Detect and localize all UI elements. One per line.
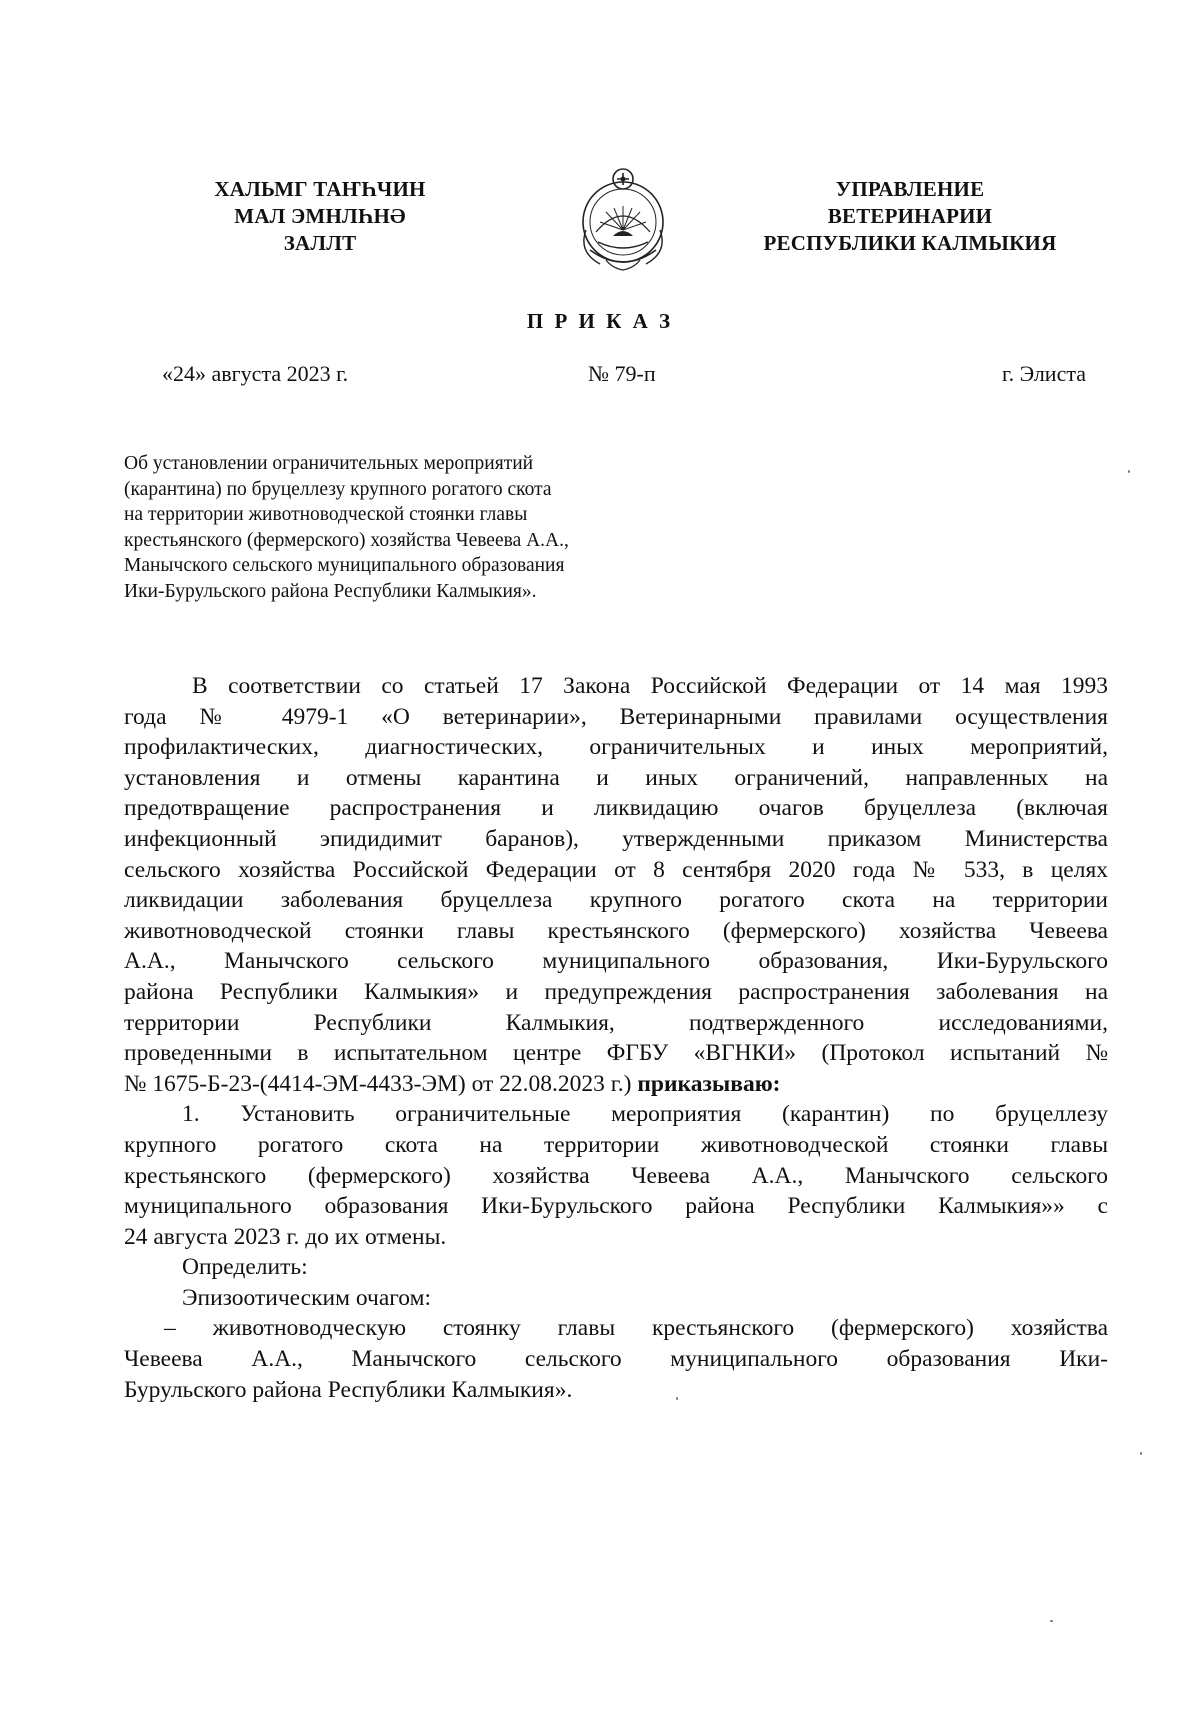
preamble-line: ликвидации заболевания бруцеллеза крупного рогатого скота на территории (124, 887, 1108, 914)
document-date: «24» августа 2023 г. (162, 361, 349, 386)
document-type: П Р И К А З (526, 309, 674, 333)
preamble-line: территории Республики Калмыкия, подтвержденного исследованиями, (124, 1009, 1108, 1036)
focus-last-line: Бурульского района Республики Калмыкия». (124, 1376, 573, 1403)
subject-line: крестьянского (фермерского) хозяйства Чевеева А.А., (124, 529, 569, 551)
agency-name-kalmyk (170, 176, 470, 257)
coat-of-arms-icon (570, 160, 676, 278)
preamble-line: А.А., Манычского сельского муниципального образования, Ики-Бурульского (124, 948, 1108, 975)
preamble-line: района Республики Калмыкия» и предупреждения распространения заболевания на (124, 978, 1108, 1005)
item-1-last-line: 24 августа 2023 г. до их отмены. (124, 1223, 447, 1250)
preamble-line: проведенными в испытательном центре ФГБУ «ВГНКИ» (Протокол испытаний № (124, 1040, 1108, 1067)
document-body (124, 671, 1108, 1405)
scan-speck (1140, 1452, 1142, 1455)
focus-line: Чевеева А.А., Манычского сельского муниципального образования Ики- (124, 1346, 1108, 1373)
focus-line: – животноводческую стоянку главы крестьянского (фермерского) хозяйства (164, 1315, 1108, 1342)
focus-heading: Эпизоотическим очагом: (182, 1284, 431, 1311)
item-1-line: крестьянского (фермерского) хозяйства Чевеева А.А., Манычского сельского (124, 1162, 1108, 1189)
preamble-line: года № 4979-1 «О ветеринарии», Ветеринарными правилами осуществления (124, 703, 1108, 730)
scan-speck (676, 1397, 678, 1400)
preamble-line: инфекционный эпидидимит баранов), утвержденными приказом Министерства (124, 825, 1108, 852)
item-1-line: крупного рогатого скота на территории животноводческой стоянки главы (124, 1131, 1108, 1158)
agency-name-kalmyk-line-1: ХАЛЬМГ ТАҤҺЧИН (214, 177, 426, 201)
preamble-line: профилактических, диагностических, ограничительных и иных мероприятий, (124, 734, 1108, 761)
preamble-line: предотвращение распространения и ликвидацию очагов бруцеллеза (включая (124, 795, 1108, 822)
agency-name-russian-line-3: РЕСПУБЛИКИ КАЛМЫКИЯ (763, 231, 1057, 255)
preamble-line: установления и отмены карантина и иных ограничений, направленных на (124, 764, 1108, 791)
subject-line: Об установлении ограничительных мероприятий (124, 453, 534, 474)
preamble-line: В соответствии со статьей 17 Закона Российской Федерации от 14 мая 1993 (192, 673, 1108, 699)
protocol-reference: № 1675-Б-23-(4414-ЭМ-4433-ЭМ) от 22.08.2023 г.) (124, 1070, 632, 1097)
agency-name-kalmyk-line-2: МАЛ ЭМНЛҺНӘ (234, 204, 406, 228)
subject-line: Манычского сельского муниципального образования (124, 555, 565, 577)
determine-heading: Определить: (182, 1254, 308, 1281)
item-1-line: 1. Установить ограничительные мероприятия (карантин) по бруцеллезу (182, 1101, 1108, 1128)
agency-name-russian-line-2: ВЕТЕРИНАРИИ (827, 204, 993, 228)
preamble-line: сельского хозяйства Российской Федерации от 8 сентября 2020 года № 533, в целях (124, 856, 1108, 883)
scan-speck (1128, 470, 1130, 473)
preamble-line: животноводческой стоянки главы крестьянского (фермерского) хозяйства Чевеева (124, 917, 1108, 944)
agency-name-russian-line-1: УПРАВЛЕНИЕ (835, 177, 985, 201)
scan-speck (1050, 1620, 1053, 1622)
agency-name-russian (730, 176, 1090, 257)
preamble-last-line (124, 1069, 1108, 1100)
document-subject (124, 451, 744, 605)
subject-line: на территории животноводческой стоянки главы (124, 504, 528, 526)
order-word: приказываю: (637, 1070, 781, 1097)
agency-name-kalmyk-line-3: ЗАЛЛТ (283, 231, 357, 255)
subject-line: (карантина) по бруцеллезу крупного рогатого скота (124, 478, 552, 500)
document-number: № 79-п (588, 361, 656, 386)
document-city: г. Элиста (1002, 361, 1086, 386)
item-1-line: муниципального образования Ики-Бурульского района Республики Калмыкия»» с (124, 1193, 1108, 1220)
subject-line: Ики-Бурульского района Республики Калмыкия». (124, 580, 537, 602)
